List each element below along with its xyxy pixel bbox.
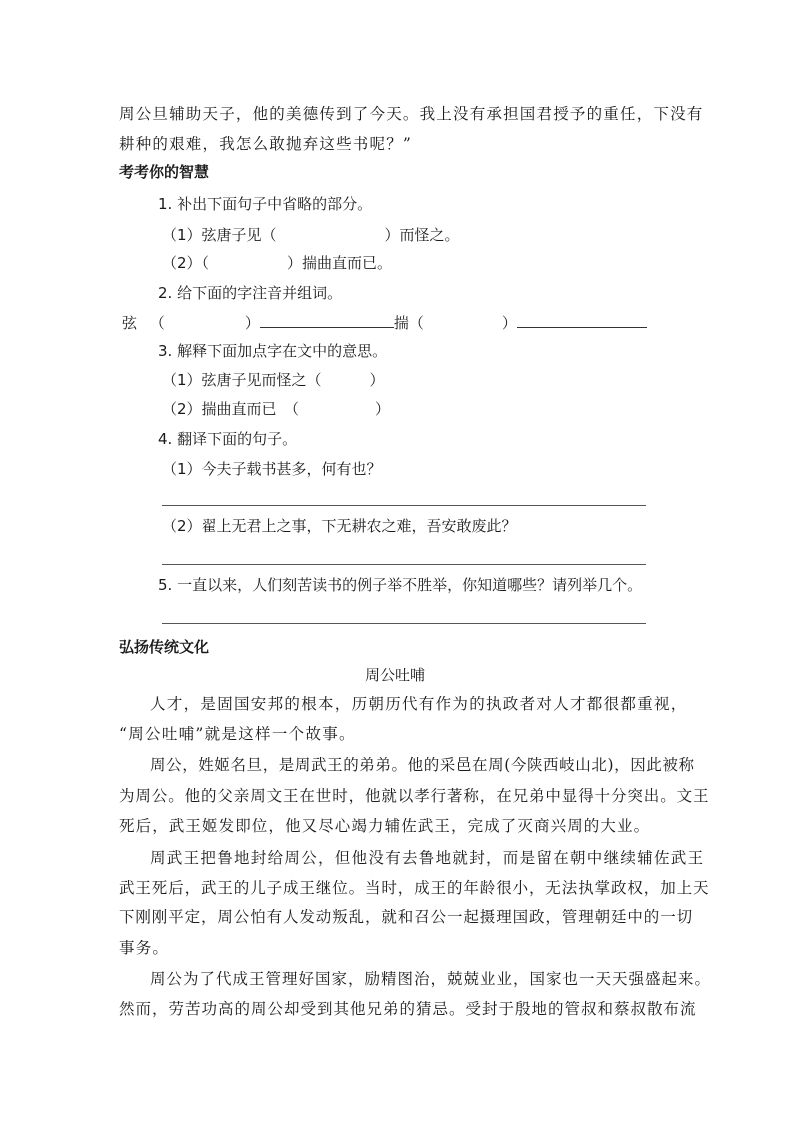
article-line: 下刚刚平定，周公怕有人发动叛乱，就和召公一起摄理国政，管理朝廷中的一切: [119, 908, 694, 926]
article-line: 人才，是固国安邦的根本，历朝历代有作为的执政者对人才都很都重视，: [150, 695, 688, 713]
question-4a: （1）今夫子载书甚多，何有也？: [162, 460, 382, 478]
article-title: 周公吐哺: [365, 666, 426, 684]
article-line: 武王死后，武王的儿子成王继位。当时，成王的年龄很小，无法执掌政权，加上天: [119, 879, 710, 897]
paragraph-line: 耕种的艰难，我怎么敢抛弃这些书呢？”: [119, 135, 413, 153]
article-line: 然而，劳苦功高的周公却受到其他兄弟的猜忌。受封于殷地的管叔和蔡叔散布流: [119, 1000, 697, 1018]
question-3b: （2）揣曲直而已 （ ）: [162, 400, 391, 418]
question-1b-prefix: （2）（: [162, 254, 210, 272]
question-1b-suffix: ）揣曲直而已。: [287, 254, 393, 272]
question-4-prompt: 4. 翻译下面的句子。: [158, 430, 298, 448]
question-3a: （1）弦唐子见而怪之（ ）: [162, 371, 385, 389]
article-line: “周公吐哺”就是这样一个故事。: [119, 725, 356, 743]
paragraph-line: 周公旦辅助天子，他的美德传到了今天。我上没有承担国君授予的重任，下没有: [119, 105, 704, 123]
answer-line[interactable]: [162, 505, 646, 506]
question-1a: [162, 224, 460, 246]
question-2-prompt: 2. 给下面的字注音并组词。: [158, 284, 343, 302]
word-blank[interactable]: [517, 311, 647, 328]
question-2-char-2: 揣: [393, 314, 409, 332]
article-line: 周武王把鲁地封给周公，但他没有去鲁地就封，而是留在朝中继续辅佐武王: [150, 849, 705, 867]
question-5-prompt: 5. 一直以来，人们刻苦读书的例子举不胜举，你知道哪些？请列举几个。: [158, 576, 643, 594]
article-line: 周公为了代成王管理好国家，励精图治，兢兢业业，国家也一天天强盛起来。: [150, 970, 712, 988]
question-4b: （2）翟上无君上之事，下无耕农之难，吾安敢废此？: [162, 517, 517, 535]
question-2-char-1: 弦: [122, 314, 138, 332]
section-heading-wisdom: 考考你的智慧: [119, 163, 210, 181]
question-1a-prefix: （1）弦唐子见（: [162, 226, 277, 244]
question-2-items: 弦 （ ） 揣（ ）: [122, 311, 647, 334]
question-1a-suffix: ）而怪之。: [384, 226, 460, 244]
section-heading-culture: 弘扬传统文化: [119, 638, 210, 656]
article-line: 周公，姓姬名旦，是周武王的弟弟。他的采邑在周(今陕西岐山北)，因此被称: [150, 756, 695, 774]
question-3-prompt: 3. 解释下面加点字在文中的意思。: [158, 342, 388, 360]
article-line: 事务。: [119, 939, 170, 957]
answer-line[interactable]: [162, 623, 646, 624]
word-blank[interactable]: [260, 311, 394, 328]
question-1-prompt: 1. 补出下面句子中省略的部分。: [158, 195, 373, 213]
question-1b: [162, 252, 392, 274]
answer-line[interactable]: [162, 564, 646, 565]
article-line: 死后，武王姬发即位，他又尽心竭力辅佐武王，完成了灭商兴周的大业。: [119, 817, 651, 835]
article-line: 为周公。他的父亲周文王在世时，他就以孝行著称，在兄弟中显得十分突出。文王: [119, 787, 710, 805]
